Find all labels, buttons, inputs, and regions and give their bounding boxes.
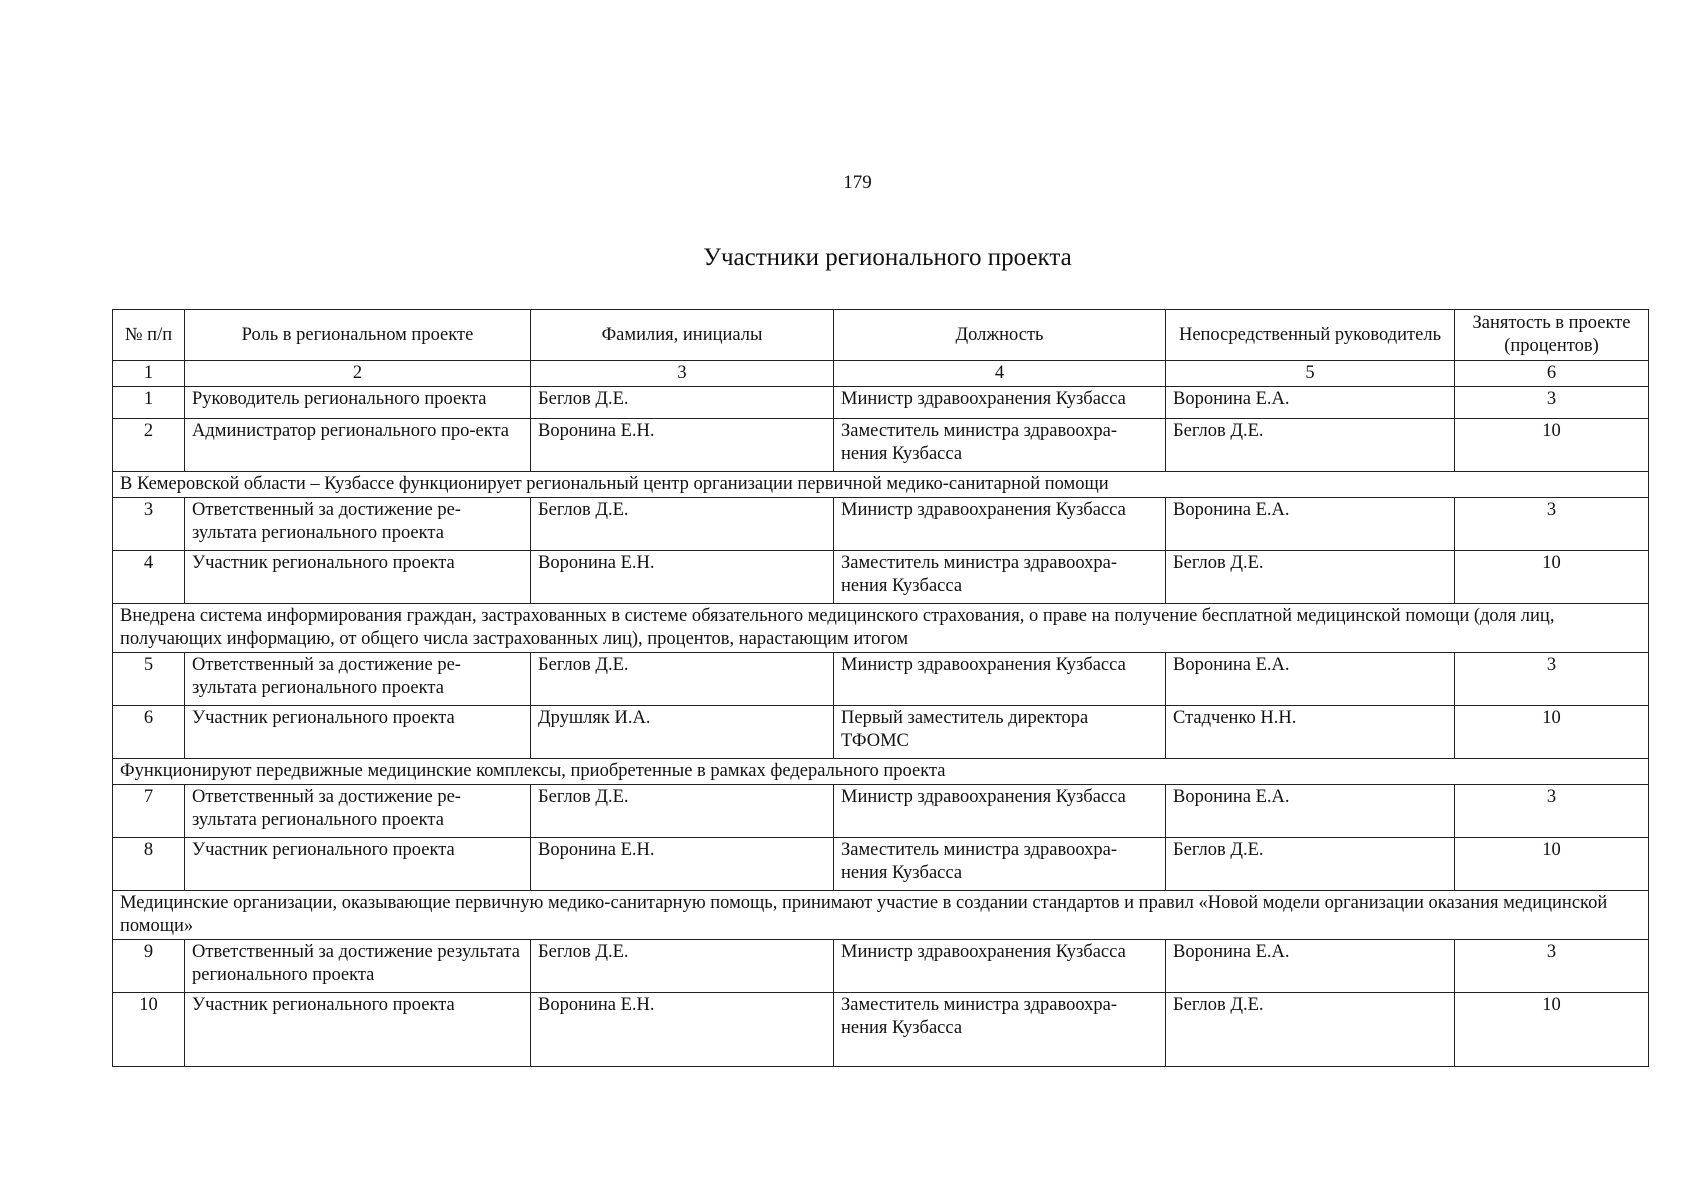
row-position: Министр здравоохранения Кузбасса bbox=[834, 785, 1166, 838]
section-title: Функционируют передвижные медицинские комплексы, приобретенные в рамках федерального проекта bbox=[113, 759, 1649, 785]
row-employment: 10 bbox=[1455, 551, 1649, 604]
column-number: 2 bbox=[185, 361, 531, 387]
column-number: 1 bbox=[113, 361, 185, 387]
row-number: 8 bbox=[113, 838, 185, 891]
table-row bbox=[113, 551, 1649, 604]
row-manager: Воронина Е.А. bbox=[1166, 387, 1455, 419]
row-role: Ответственный за достижение ре-зультата регионального проекта bbox=[185, 498, 531, 551]
row-role: Участник регионального проекта bbox=[185, 993, 531, 1067]
column-number: 5 bbox=[1166, 361, 1455, 387]
row-employment: 3 bbox=[1455, 498, 1649, 551]
row-manager: Воронина Е.А. bbox=[1166, 940, 1455, 993]
row-number: 1 bbox=[113, 387, 185, 419]
row-employment: 3 bbox=[1455, 940, 1649, 993]
row-position: Министр здравоохранения Кузбасса bbox=[834, 940, 1166, 993]
row-employment: 3 bbox=[1455, 785, 1649, 838]
row-employment: 3 bbox=[1455, 653, 1649, 706]
row-manager: Беглов Д.Е. bbox=[1166, 419, 1455, 472]
row-manager: Воронина Е.А. bbox=[1166, 653, 1455, 706]
section-row bbox=[113, 891, 1649, 940]
row-role: Руководитель регионального проекта bbox=[185, 387, 531, 419]
page-number: 179 bbox=[843, 172, 872, 193]
section-row bbox=[113, 759, 1649, 785]
row-number: 3 bbox=[113, 498, 185, 551]
column-number: 6 bbox=[1455, 361, 1649, 387]
page-title: Участники регионального проекта bbox=[703, 244, 1072, 271]
row-number: 5 bbox=[113, 653, 185, 706]
row-number: 10 bbox=[113, 993, 185, 1067]
row-number: 9 bbox=[113, 940, 185, 993]
row-name: Беглов Д.Е. bbox=[531, 940, 834, 993]
row-role: Ответственный за достижение ре-зультата регионального проекта bbox=[185, 785, 531, 838]
row-manager: Беглов Д.Е. bbox=[1166, 551, 1455, 604]
row-name: Воронина Е.Н. bbox=[531, 419, 834, 472]
header-employment: Занятость в проекте (процентов) bbox=[1455, 310, 1649, 361]
column-number: 4 bbox=[834, 361, 1166, 387]
table-row bbox=[113, 498, 1649, 551]
section-title: Медицинские организации, оказывающие первичную медико-санитарную помощь, принимают участие в создании стандартов и правил «Новой модели организации оказания медицинской помощи» bbox=[113, 891, 1649, 940]
row-role: Участник регионального проекта bbox=[185, 838, 531, 891]
row-role: Администратор регионального про-екта bbox=[185, 419, 531, 472]
table-row bbox=[113, 940, 1649, 993]
section-row bbox=[113, 604, 1649, 653]
row-name: Беглов Д.Е. bbox=[531, 785, 834, 838]
table-row bbox=[113, 419, 1649, 472]
row-employment: 10 bbox=[1455, 419, 1649, 472]
row-name: Воронина Е.Н. bbox=[531, 551, 834, 604]
section-row bbox=[113, 472, 1649, 498]
header-name: Фамилия, инициалы bbox=[531, 310, 834, 361]
table-row bbox=[113, 653, 1649, 706]
row-name: Беглов Д.Е. bbox=[531, 387, 834, 419]
row-position: Заместитель министра здравоохра-нения Кузбасса bbox=[834, 993, 1166, 1067]
column-number: 3 bbox=[531, 361, 834, 387]
table-header-row bbox=[113, 310, 1649, 361]
table-row bbox=[113, 785, 1649, 838]
row-position: Министр здравоохранения Кузбасса bbox=[834, 653, 1166, 706]
row-employment: 10 bbox=[1455, 993, 1649, 1067]
header-manager: Непосредственный руководитель bbox=[1166, 310, 1455, 361]
row-number: 2 bbox=[113, 419, 185, 472]
table-row bbox=[113, 838, 1649, 891]
row-role: Ответственный за достижение ре-зультата регионального проекта bbox=[185, 653, 531, 706]
row-number: 4 bbox=[113, 551, 185, 604]
row-manager: Воронина Е.А. bbox=[1166, 498, 1455, 551]
row-name: Друшляк И.А. bbox=[531, 706, 834, 759]
row-name: Беглов Д.Е. bbox=[531, 653, 834, 706]
row-position: Первый заместитель директора ТФОМС bbox=[834, 706, 1166, 759]
row-position: Заместитель министра здравоохра-нения Кузбасса bbox=[834, 838, 1166, 891]
row-name: Воронина Е.Н. bbox=[531, 838, 834, 891]
row-employment: 10 bbox=[1455, 706, 1649, 759]
row-manager: Стадченко Н.Н. bbox=[1166, 706, 1455, 759]
row-position: Министр здравоохранения Кузбасса bbox=[834, 498, 1166, 551]
header-position: Должность bbox=[834, 310, 1166, 361]
row-employment: 3 bbox=[1455, 387, 1649, 419]
row-role: Участник регионального проекта bbox=[185, 706, 531, 759]
row-name: Воронина Е.Н. bbox=[531, 993, 834, 1067]
row-position: Министр здравоохранения Кузбасса bbox=[834, 387, 1166, 419]
row-position: Заместитель министра здравоохра-нения Кузбасса bbox=[834, 551, 1166, 604]
row-employment: 10 bbox=[1455, 838, 1649, 891]
row-manager: Беглов Д.Е. bbox=[1166, 993, 1455, 1067]
section-title: В Кемеровской области – Кузбассе функционирует региональный центр организации первичной медико-санитарной помощи bbox=[113, 472, 1649, 498]
row-role: Участник регионального проекта bbox=[185, 551, 531, 604]
row-position: Заместитель министра здравоохра-нения Кузбасса bbox=[834, 419, 1166, 472]
row-name: Беглов Д.Е. bbox=[531, 498, 834, 551]
row-number: 7 bbox=[113, 785, 185, 838]
section-title: Внедрена система информирования граждан, застрахованных в системе обязательного медицинского страхования, о праве на получение бесплатной медицинской помощи (доля лиц, получающих информацию, от общего числа застрахованных лиц), процентов, нарастающим итогом bbox=[113, 604, 1649, 653]
row-role: Ответственный за достижение результата регионального проекта bbox=[185, 940, 531, 993]
row-manager: Беглов Д.Е. bbox=[1166, 838, 1455, 891]
header-role: Роль в региональном проекте bbox=[185, 310, 531, 361]
participants-table bbox=[112, 309, 1649, 1067]
column-number-row bbox=[113, 361, 1649, 387]
table-row bbox=[113, 706, 1649, 759]
row-number: 6 bbox=[113, 706, 185, 759]
table-row bbox=[113, 387, 1649, 419]
table-row bbox=[113, 993, 1649, 1067]
header-number: № п/п bbox=[113, 310, 185, 361]
row-manager: Воронина Е.А. bbox=[1166, 785, 1455, 838]
